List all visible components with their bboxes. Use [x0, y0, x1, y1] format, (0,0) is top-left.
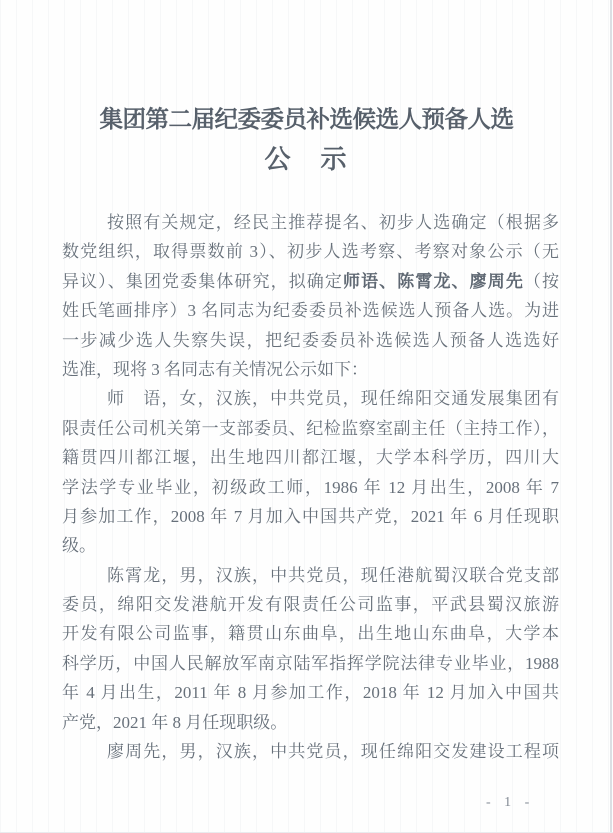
notice-title-line1: 集团第二届纪委委员补选候选人预备人选: [99, 107, 514, 133]
text-line: 委员，绵阳交发港航开发有限责任公司监事，平武县蜀汉旅游: [62, 595, 559, 615]
candidate-chenxiaolong-paragraph: [62, 561, 559, 737]
text-line: 数党组织，取得票数前 3）、初步人选考察、考察对象公示（无: [62, 242, 559, 262]
notice-title: [0, 100, 613, 180]
text-line: [62, 267, 559, 296]
text-line: 级。: [62, 536, 96, 556]
text-line: 年 4 月出生，2011 年 8 月参加工作，2018 年 12 月加入中国共: [62, 683, 559, 703]
text-segment: （按: [523, 271, 559, 291]
candidate-shiyu-paragraph: [62, 384, 559, 560]
text-line: 学法学专业毕业，初级政工师，1986 年 12 月出生，2008 年 7: [62, 477, 559, 497]
candidate-liaozhouxian-paragraph: [62, 737, 559, 766]
notice-body: [62, 208, 559, 766]
candidate-names-bold: 师语、陈霄龙、廖周先: [342, 271, 524, 291]
page-number: - 1 -: [486, 795, 535, 810]
intro-paragraph: [62, 208, 559, 384]
text-line: 科学历，中国人民解放军南京陆军指挥学院法律专业毕业，1988: [62, 653, 559, 673]
notice-title-line2: 公 示: [264, 145, 349, 174]
text-line: 选准，现将 3 名同志有关情况公示如下：: [62, 359, 368, 379]
scan-edge-right: [610, 0, 612, 833]
text-line: 月参加工作，2008 年 7 月加入中国共产党，2021 年 6 月任现职: [62, 506, 559, 526]
text-line: 廖周先，男，汉族，中共党员，现任绵阳交发建设工程项: [107, 742, 559, 762]
text-line: 籍贯四川都江堰，出生地四川都江堰，大学本科学历，四川大: [62, 448, 559, 468]
text-line: 产党，2021 年 8 月任现职级。: [62, 712, 288, 732]
text-segment: 异议）、集团党委集体研究，拟确定: [62, 271, 343, 291]
text-line: 师 语，女，汉族，中共党员，现任绵阳交通发展集团有: [107, 389, 559, 409]
text-line: 开发有限公司监事，籍贯山东曲阜，出生地山东曲阜，大学本: [62, 624, 559, 644]
text-line: 限责任公司机关第一支部委员、纪检监察室副主任（主持工作），: [62, 418, 559, 438]
text-line: 按照有关规定，经民主推荐提名、初步人选确定（根据多: [107, 213, 559, 232]
text-line: 陈霄龙，男，汉族，中共党员，现任港航蜀汉联合党支部: [107, 565, 559, 585]
text-line: 一步减少选人失察失误，把纪委委员补选候选人预备人选选好: [62, 330, 559, 350]
text-line: 姓氏笔画排序）3 名同志为纪委委员补选候选人预备人选。为进: [62, 301, 559, 321]
